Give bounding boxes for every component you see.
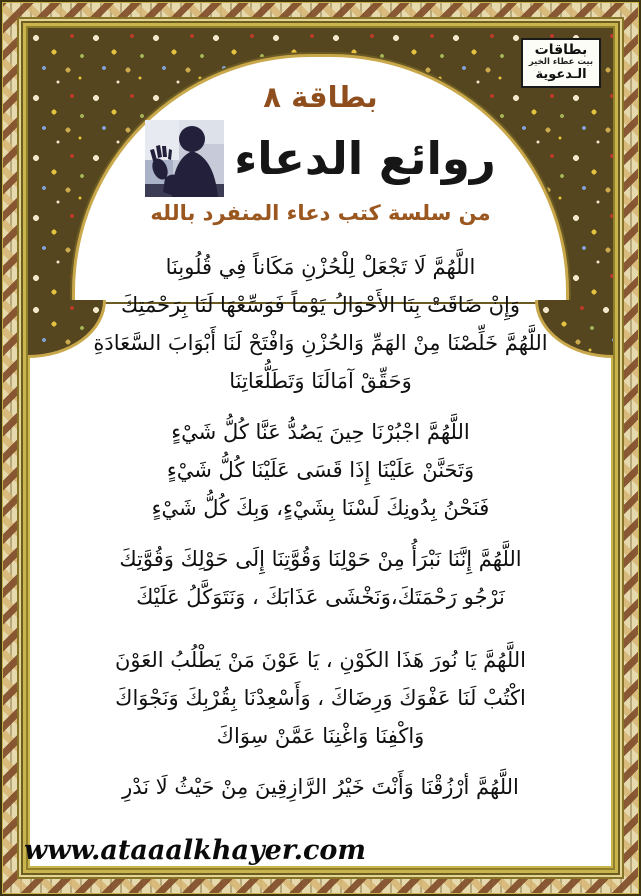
dua-group-1 bbox=[28, 248, 613, 400]
praying-person-image bbox=[145, 120, 224, 197]
dua-line: فَنَحْنُ بِدُونِكَ لَسْنَا بِشَيْءٍ، وَبِكَ كُلُّ شَيْءٍ bbox=[151, 496, 490, 520]
dua-line: اللَّهُمَّ يَا نُورَ هَذَا الكَوْنِ ، يَا عَوْنَ مَنْ يَطْلُبُ العَوْنَ bbox=[114, 648, 527, 672]
dua-group-3 bbox=[28, 540, 613, 616]
dua-line: وَإِنْ ضَاقَتْ بِنَا الأَحْوَالُ يَوْماً فَوَسِّعْهَا لَنَا بِرَحْمَتِكَ bbox=[120, 293, 521, 317]
dua-line: وَاكْفِنَا وَاغْنِنَا عَمَّنْ سِوَاكَ bbox=[216, 724, 425, 748]
dua-line: اللَّهُمَّ اجْبُرْنَا حِينَ يَصُدُّ عَنَّا كُلُّ شَيْءٍ bbox=[171, 420, 470, 444]
website-link[interactable]: www.ataaalkhayer.com bbox=[24, 835, 366, 866]
card-page bbox=[26, 26, 615, 870]
series-subtitle: من سلسة كتب دعاء المنفرد بالله bbox=[150, 201, 491, 225]
dua-group-2 bbox=[28, 413, 613, 527]
dua-line: اللَّهُمَّ أرْزُقْنَا وَأَنْتَ خَيْرُ الرَّازِقِينَ مِنْ حَيْثُ لَا نَدْرِ bbox=[122, 775, 519, 799]
publisher-logo bbox=[521, 38, 601, 88]
card-number: بطاقة ٨ bbox=[263, 80, 378, 114]
dua-line: اكْتُبْ لَنَا عَفْوَكَ وَرِضَاكَ ، وَأَسْعِدْنَا بِقُرْبِكَ وَنَجْوَاكَ bbox=[115, 686, 526, 710]
dua-line: اللَّهُمَّ إِنَّنَا نَبْرَأُ مِنْ حَوْلِنَا وَقُوَّتِنَا إِلَى حَوْلِكَ وَقُوَّتِكَ bbox=[119, 547, 522, 571]
dua-line: اللَّهُمَّ لَا تَجْعَلْ لِلْحُزْنِ مَكَاناً فِي قُلُوبِنَا bbox=[165, 255, 476, 279]
dua-group-4 bbox=[28, 641, 613, 755]
dua-line: اللَّهُمَّ خَلِّصْنَا مِنْ الهَمِّ وَالحُزْنِ وَافْتَحْ لَنَا أَبْوَابَ السَّعَادَةِ bbox=[93, 331, 548, 355]
dua-group-5 bbox=[28, 768, 613, 806]
dua-line: نَرْجُو رَحْمَتَكَ،وَنَخْشَى عَذَابَكَ ، وَنَتَوَكَّلُ عَلَيْكَ bbox=[136, 585, 505, 609]
title-row bbox=[28, 120, 613, 197]
logo-line-2: بيت عطاء الخير bbox=[528, 57, 594, 68]
logo-line-3: الـدعوية bbox=[535, 66, 587, 82]
dua-line: وَتَحَنَّنْ عَلَيْنَا إِذَا قَسَى عَلَيْنَا كُلُّ شَيْءٍ bbox=[166, 458, 475, 482]
page-title: روائع الدعاء bbox=[234, 132, 496, 185]
dua-line: وَحَقِّقْ آمَالَنَا وَتَطَلُّعَاتِنَا bbox=[229, 369, 412, 393]
logo-line-1: بطاقات bbox=[534, 42, 588, 58]
